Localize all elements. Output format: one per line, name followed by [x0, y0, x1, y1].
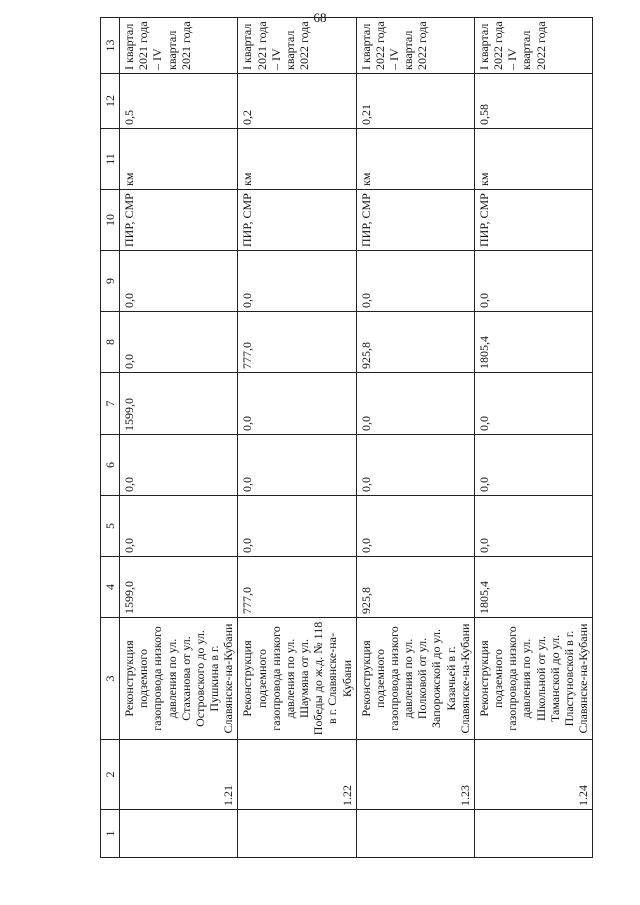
cell-col10: ПИР, СМР: [238, 190, 356, 251]
cell-col7: 0,0: [238, 373, 356, 435]
column-header: 13: [101, 18, 120, 74]
cell-col11: км: [238, 129, 356, 190]
cell-col5: 0,0: [120, 496, 238, 557]
cell-col7: 0,0: [474, 373, 592, 435]
cell-col9: 0,0: [474, 251, 592, 312]
column-header: 10: [101, 190, 120, 251]
column-header: 2: [101, 740, 120, 810]
row-index: 1.23: [356, 740, 474, 810]
row-index: 1.22: [238, 740, 356, 810]
cell-col8: 925,8: [356, 312, 474, 373]
row-name: Реконструкция подземного газопровода низкого давления по ул. Шаумяна от ул. Победы до ж.д. № 118 в г. Славянске-на-Кубани: [238, 618, 356, 740]
cell-col9: 0,0: [120, 251, 238, 312]
cell-col8: 777,0: [238, 312, 356, 373]
cell-col11: км: [356, 129, 474, 190]
cell-col11: км: [474, 129, 592, 190]
table-row: [356, 18, 474, 858]
cell-col5: 0,0: [356, 496, 474, 557]
column-header: 3: [101, 618, 120, 740]
cell-col13: I квартал 2022 года – IV квартал 2022 года: [474, 18, 592, 74]
cell-col12: 0,2: [238, 74, 356, 129]
rotated-table-wrapper: [100, 21, 600, 858]
cell-col13: I квартал 2021 года – IV квартал 2022 года: [238, 18, 356, 74]
page-number: 68: [313, 10, 327, 25]
column-header: 9: [101, 251, 120, 312]
column-header: 4: [101, 557, 120, 618]
row-name: Реконструкция подземного газопровода низкого давления по ул. Школьной от ул. Таманской до ул. Пластуновской в г. Славянске-на-Кубани: [474, 618, 592, 740]
column-header: 7: [101, 373, 120, 435]
cell-col12: 0,21: [356, 74, 474, 129]
column-header: 11: [101, 129, 120, 190]
cell-col1: [356, 810, 474, 858]
cell-col6: 0,0: [238, 435, 356, 496]
cell-col4: 1599,0: [120, 557, 238, 618]
column-header: 12: [101, 74, 120, 129]
row-name: Реконструкция подземного газопровода низкого давления по ул. Полковой от ул. Запорожской до ул. Казачьей в г. Славянске-на-Кубани: [356, 618, 474, 740]
column-header: 8: [101, 312, 120, 373]
table-row: [238, 18, 356, 858]
cell-col10: ПИР, СМР: [474, 190, 592, 251]
header-row: [101, 18, 120, 858]
cell-col8: 0,0: [120, 312, 238, 373]
cell-col1: [238, 810, 356, 858]
cell-col9: 0,0: [238, 251, 356, 312]
column-header: 5: [101, 496, 120, 557]
table-row: [120, 18, 238, 858]
cell-col8: 1805,4: [474, 312, 592, 373]
cell-col11: км: [120, 129, 238, 190]
cell-col6: 0,0: [120, 435, 238, 496]
cell-col12: 0,58: [474, 74, 592, 129]
row-index: 1.24: [474, 740, 592, 810]
program-table: [100, 17, 593, 858]
cell-col1: [120, 810, 238, 858]
cell-col6: 0,0: [356, 435, 474, 496]
column-header: 6: [101, 435, 120, 496]
cell-col12: 0,5: [120, 74, 238, 129]
column-header: 1: [101, 810, 120, 858]
table-row: [474, 18, 592, 858]
cell-col10: ПИР, СМР: [120, 190, 238, 251]
cell-col9: 0,0: [356, 251, 474, 312]
cell-col13: I квартал 2021 года – IV квартал 2021 года: [120, 18, 238, 74]
cell-col4: 1805,4: [474, 557, 592, 618]
cell-col13: I квартал 2022 года – IV квартал 2022 года: [356, 18, 474, 74]
cell-col7: 1599,0: [120, 373, 238, 435]
cell-col7: 0,0: [356, 373, 474, 435]
cell-col6: 0,0: [474, 435, 592, 496]
cell-col5: 0,0: [474, 496, 592, 557]
cell-col4: 925,8: [356, 557, 474, 618]
cell-col1: [474, 810, 592, 858]
cell-col5: 0,0: [238, 496, 356, 557]
row-name: Реконструкция подземного газопровода низкого давления по ул. Стаханова от ул. Островского до ул. Пушкина в г. Славянске-на-Кубани: [120, 618, 238, 740]
cell-col4: 777,0: [238, 557, 356, 618]
cell-col10: ПИР, СМР: [356, 190, 474, 251]
row-index: 1.21: [120, 740, 238, 810]
